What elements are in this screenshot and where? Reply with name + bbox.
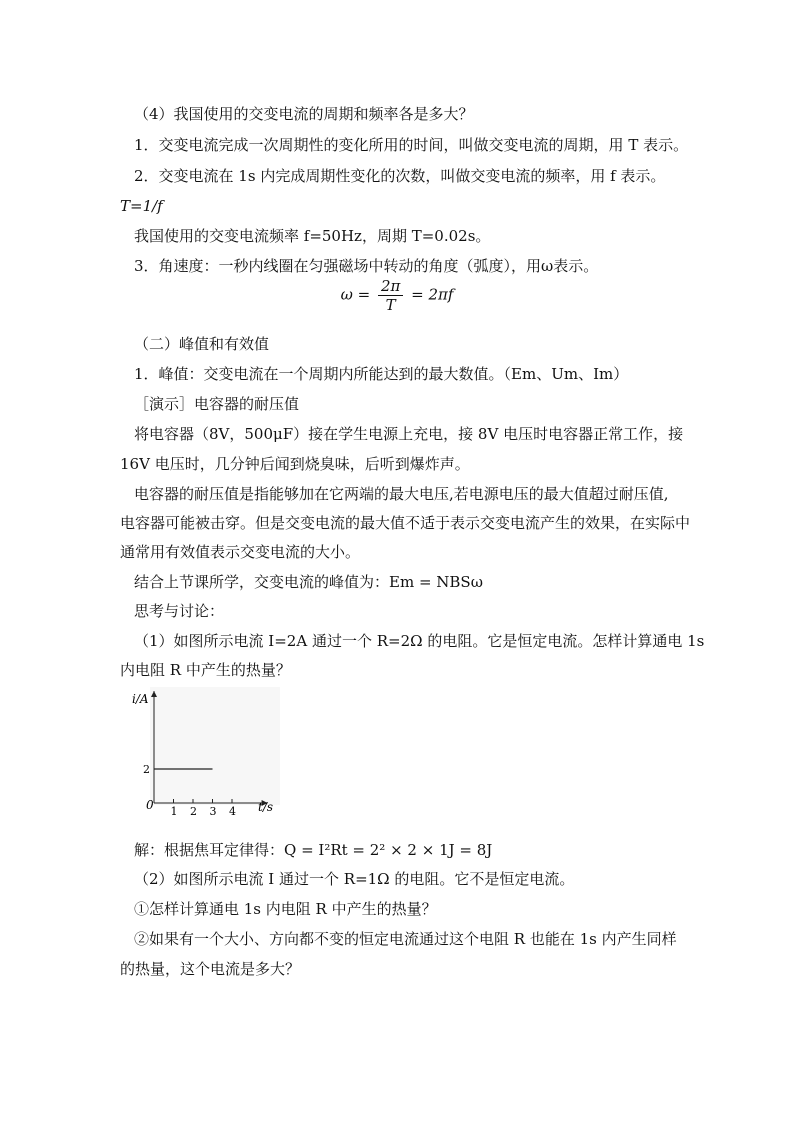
question-2: （2）如图所示电流 I 通过一个 R=1Ω 的电阻。它不是恒定电流。 [134, 870, 575, 888]
origin-label: 0 [146, 798, 154, 812]
x-tick-label: 4 [229, 805, 236, 817]
omega-fraction [378, 277, 403, 314]
current-time-graph [120, 685, 285, 817]
omega-rhs: = 2πf [411, 285, 454, 304]
frequency-definition: 2．交变电流在 1s 内完成周期性变化的次数，叫做交变电流的频率，用 f 表示。 [134, 167, 666, 185]
china-frequency: 我国使用的交变电流频率 f=50Hz，周期 T=0.02s。 [134, 227, 491, 245]
angular-velocity-definition: 3．角速度：一秒内线圈在匀强磁场中转动的角度（弧度），用ω表示。 [134, 257, 599, 275]
demo-heading: ［演示］电容器的耐压值 [134, 395, 300, 413]
question-2-part-1: ①怎样计算通电 1s 内电阻 R 中产生的热量？ [134, 900, 437, 918]
x-tick-label: 3 [209, 805, 217, 817]
x-tick-label: 1 [170, 805, 178, 817]
y-tick-label: 2 [143, 763, 150, 776]
angular-velocity-formula [0, 277, 794, 314]
demo-paragraph-line-2: 16V 电压时，几分钟后闻到烧臭味，后听到爆炸声。 [120, 455, 470, 473]
question-2-part-2-line-1: ②如果有一个大小、方向都不变的恒定电流通过这个电阻 R 也能在 1s 内产生同样 [134, 930, 677, 948]
section-heading-peak: （二）峰值和有效值 [134, 335, 270, 353]
omega-numerator: 2π [378, 277, 403, 296]
question-1-line-1: （1）如图所示电流 I=2A 通过一个 R=2Ω 的电阻。它是恒定电流。怎样计算通电 1s [134, 632, 705, 650]
solution-line: 解：根据焦耳定律得：Q = I²Rt = 2² × 2 × 1J = 8J [134, 841, 493, 859]
peak-definition: 1．峰值：交变电流在一个周期内所能达到的最大数值。（Em、Um、Im） [134, 365, 629, 383]
peak-value-formula: 结合上节课所学，交变电流的峰值为：Em = NBSω [134, 573, 483, 591]
y-axis-label: i/A [132, 692, 149, 706]
graph-background [150, 687, 280, 805]
question-2-part-2-line-2: 的热量，这个电流是多大？ [120, 960, 301, 978]
period-definition: 1．交变电流完成一次周期性的变化所用的时间，叫做交变电流的周期，用 T 表示。 [134, 136, 689, 154]
capacitor-paragraph-line-3: 通常用有效值表示交变电流的大小。 [120, 543, 361, 561]
capacitor-paragraph-line-2: 电容器可能被击穿。但是交变电流的最大值不适于表示交变电流产生的效果，在实际中 [120, 514, 691, 532]
demo-paragraph-line-1: 将电容器（8V，500μF）接在学生电源上充电，接 8V 电压时电容器正常工作，接 [134, 425, 684, 443]
x-axis-label: t/s [258, 800, 274, 814]
omega-lhs: ω = [340, 285, 371, 304]
capacitor-paragraph-line-1: 电容器的耐压值是指能够加在它两端的最大电压,若电源电压的最大值超过耐压值, [134, 485, 669, 503]
period-frequency-relation: T=1/f [120, 197, 163, 215]
omega-denominator: T [385, 296, 396, 314]
question-1-line-2: 内电阻 R 中产生的热量？ [120, 661, 291, 679]
x-tick-label: 2 [190, 805, 197, 817]
question-4: （4）我国使用的交变电流的周期和频率各是多大？ [134, 105, 474, 123]
think-discuss-heading: 思考与讨论： [134, 602, 225, 620]
